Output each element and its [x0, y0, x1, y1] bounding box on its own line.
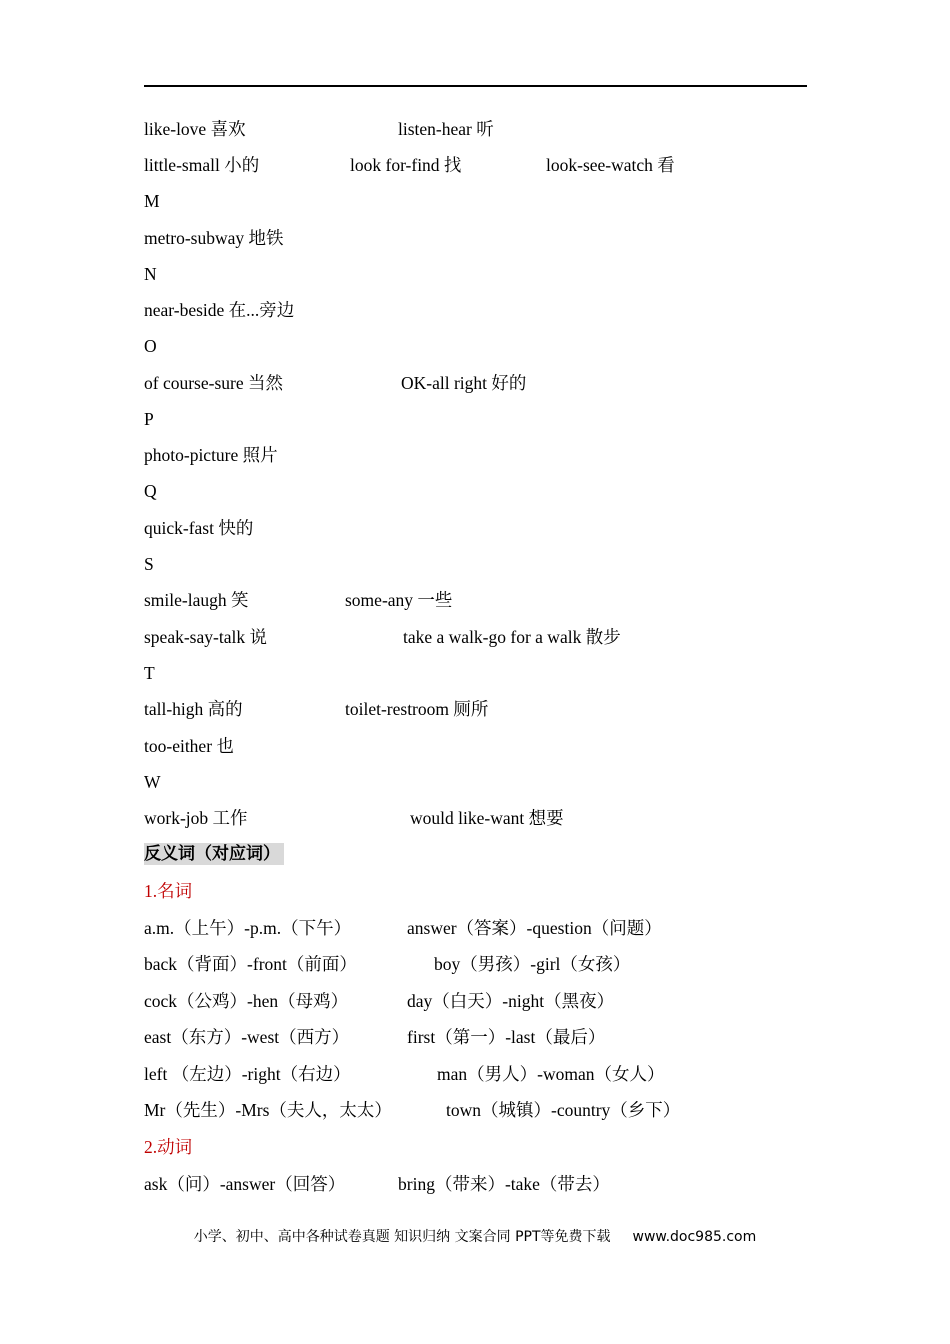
- entry: man（男人）-woman（女人）: [437, 1064, 665, 1084]
- footer-url[interactable]: www.doc985.com: [632, 1229, 757, 1245]
- entry: east（东方）-west（西方）: [144, 1027, 350, 1047]
- entry: like-love 喜欢: [144, 119, 246, 139]
- section-title-text: 1.名词: [144, 881, 193, 901]
- letter: O: [144, 336, 157, 356]
- page-footer: [0, 1226, 950, 1246]
- entry: town（城镇）-country（乡下）: [446, 1100, 681, 1120]
- entry: speak-say-talk 说: [144, 627, 267, 647]
- entry: too-either 也: [144, 736, 234, 756]
- entry: toilet-restroom 厕所: [345, 699, 489, 719]
- entry: day（白天）-night（黑夜）: [407, 991, 615, 1011]
- entry: take a walk-go for a walk 散步: [403, 627, 621, 647]
- entry: look-see-watch 看: [546, 155, 675, 175]
- letter: P: [144, 409, 154, 429]
- entry: smile-laugh 笑: [144, 590, 249, 610]
- letter: S: [144, 554, 154, 574]
- entry: bring（带来）-take（带去）: [398, 1174, 610, 1194]
- entry: answer（答案）-question（问题）: [407, 918, 662, 938]
- entry: OK-all right 好的: [401, 373, 527, 393]
- entry: cock（公鸡）-hen（母鸡）: [144, 991, 349, 1011]
- header-rule: [144, 85, 807, 87]
- entry: metro-subway 地铁: [144, 228, 284, 248]
- entry: Mr（先生）-Mrs（夫人，太太）: [144, 1100, 392, 1120]
- entry: boy（男孩）-girl（女孩）: [434, 954, 631, 974]
- entry: work-job 工作: [144, 808, 248, 828]
- entry: left （左边）-right（右边）: [144, 1064, 351, 1084]
- letter: M: [144, 191, 160, 211]
- entry: some-any 一些: [345, 590, 453, 610]
- antonym-heading-text: 反义词（对应词）: [144, 843, 284, 865]
- entry: little-small 小的: [144, 155, 260, 175]
- entry: first（第一）-last（最后）: [407, 1027, 606, 1047]
- entry: a.m.（上午）-p.m.（下午）: [144, 918, 352, 938]
- antonym-heading: [144, 841, 284, 867]
- entry: near-beside 在...旁边: [144, 300, 295, 320]
- entry: photo-picture 照片: [144, 445, 278, 465]
- entry: ask（问）-answer（回答）: [144, 1174, 346, 1194]
- entry: tall-high 高的: [144, 699, 243, 719]
- entry: look for-find 找: [350, 155, 462, 175]
- entry: would like-want 想要: [410, 808, 564, 828]
- letter: T: [144, 663, 155, 683]
- footer-text: 小学、初中、高中各种试卷真题 知识归纳 文案合同 PPT等免费下载: [193, 1229, 611, 1245]
- entry: back（背面）-front（前面）: [144, 954, 357, 974]
- section-title-text: 2.动词: [144, 1137, 193, 1157]
- letter: W: [144, 772, 161, 792]
- entry: quick-fast 快的: [144, 518, 254, 538]
- entry: of course-sure 当然: [144, 373, 283, 393]
- entry: listen-hear 听: [398, 119, 494, 139]
- letter: Q: [144, 481, 157, 501]
- letter: N: [144, 264, 157, 284]
